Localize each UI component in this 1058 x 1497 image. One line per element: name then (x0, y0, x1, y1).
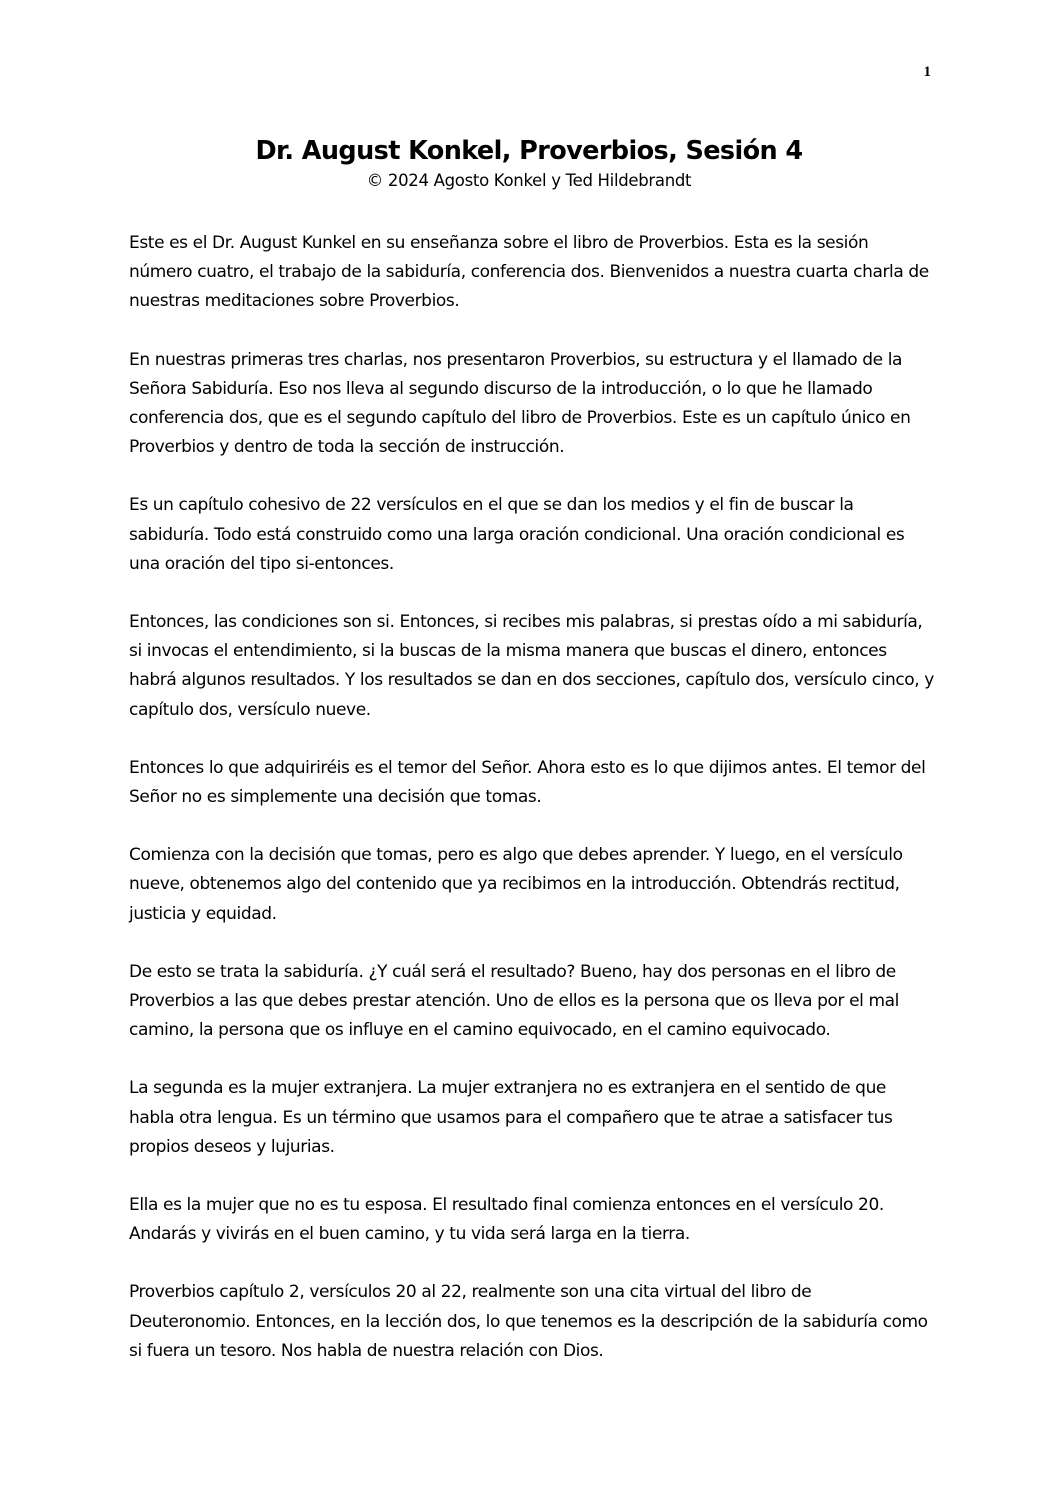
paragraph: Entonces, las condiciones son si. Entonces, si recibes mis palabras, si prestas oído a mi sabiduría, si invocas el entendimiento, si la buscas de la misma manera que buscas el dinero, entonces habrá algunos resultados. Y los resultados se dan en dos secciones, capítulo dos, versículo cinco, y capítulo dos, versículo nueve. (129, 612, 934, 720)
paragraph: Este es el Dr. August Kunkel en su enseñanza sobre el libro de Proverbios. Esta es la sesión número cuatro, el trabajo de la sabiduría, conferencia dos. Bienvenidos a nuestra cuarta charla de nuestras meditaciones sobre Proverbios. (129, 233, 929, 312)
paragraph: De esto se trata la sabiduría. ¿Y cuál será el resultado? Bueno, hay dos personas en el libro de Proverbios a las que debes prestar atención. Uno de ellos es la persona que os lleva por el mal camino, la persona que os influye en el camino equivocado, en el camino equivocado. (129, 961, 899, 1041)
paragraph: Proverbios capítulo 2, versículos 20 al 22, realmente son una cita virtual del libro de Deuteronomio. Entonces, en la lección dos, lo que tenemos es la descripción de la sabiduría como si fuera un tesoro. Nos habla de nuestra relación con Dios. (129, 1282, 928, 1361)
paragraph: En nuestras primeras tres charlas, nos presentaron Proverbios, su estructura y el llamado de la Señora Sabiduría. Eso nos lleva al segundo discurso de la introducción, o lo que he llamado conferencia dos, que es el segundo capítulo del libro de Proverbios. Este es un capítulo único en Proverbios y dentro de toda la sección de instrucción. (129, 349, 911, 458)
paragraph: La segunda es la mujer extranjera. La mujer extranjera no es extranjera en el sentido de que habla otra lengua. Es un término que usamos para el compañero que te atrae a satisfacer tus propios deseos y lujurias. (129, 1078, 893, 1157)
document-title: Dr. August Konkel, Proverbios, Sesión 4 (255, 136, 803, 166)
document-header (0, 134, 1058, 194)
copyright-line: © 2024 Agosto Konkel y Ted Hildebrandt (366, 171, 692, 190)
paragraph: Ella es la mujer que no es tu esposa. El resultado final comienza entonces en el versículo 20. Andarás y vivirás en el buen camino, y tu vida será larga en la tierra. (129, 1195, 884, 1245)
paragraph: Comienza con la decisión que tomas, pero es algo que debes aprender. Y luego, en el versículo nueve, obtenemos algo del contenido que ya recibimos en la introducción. Obtendrás rectitud, justicia y equidad. (129, 845, 903, 924)
paragraph: Entonces lo que adquiriréis es el temor del Señor. Ahora esto es lo que dijimos antes. El temor del Señor no es simplemente una decisión que tomas. (129, 757, 926, 808)
page-number: 1 (923, 64, 931, 80)
document-body (129, 229, 935, 1395)
paragraph: Es un capítulo cohesivo de 22 versículos en el que se dan los medios y el fin de buscar la sabiduría. Todo está construido como una larga oración condicional. Una oración condicional es una oración del tipo si-entonces. (129, 495, 905, 574)
